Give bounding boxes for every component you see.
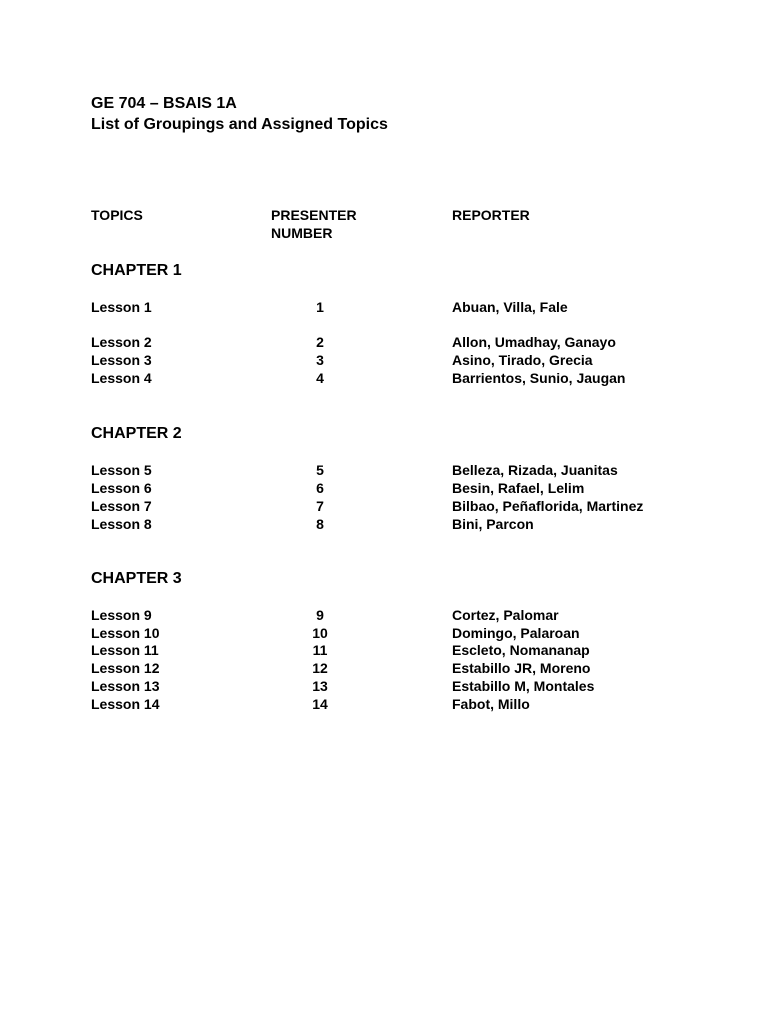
- presenter-number-cell: 7: [316, 498, 324, 514]
- topic-cell: Lesson 1: [91, 299, 152, 315]
- topic-cell: Lesson 10: [91, 625, 160, 641]
- presenter-number-cell: 1: [316, 299, 324, 315]
- chapter-heading: CHAPTER 1: [91, 262, 182, 279]
- reporter-cell: Besin, Rafael, Lelim: [452, 480, 585, 496]
- chapter-heading: CHAPTER 2: [91, 425, 182, 442]
- presenter-number-cell: 8: [316, 516, 324, 532]
- table-row: [0, 695, 768, 713]
- table-row: [0, 298, 768, 316]
- course-title: GE 704 – BSAIS 1A: [91, 95, 237, 112]
- reporter-cell: Domingo, Palaroan: [452, 625, 580, 641]
- header-presenter-line1: PRESENTER: [271, 207, 357, 223]
- table-row: [0, 497, 768, 515]
- header-presenter-line2: NUMBER: [271, 225, 333, 241]
- table-row: [0, 515, 768, 533]
- reporter-cell: Allon, Umadhay, Ganayo: [452, 334, 616, 350]
- presenter-number-cell: 12: [312, 660, 328, 676]
- table-row: [0, 333, 768, 351]
- topic-cell: Lesson 9: [91, 607, 152, 623]
- reporter-cell: Barrientos, Sunio, Jaugan: [452, 370, 626, 386]
- reporter-cell: Estabillo JR, Moreno: [452, 660, 591, 676]
- reporter-cell: Bini, Parcon: [452, 516, 534, 532]
- table-row: [0, 461, 768, 479]
- table-row: [0, 479, 768, 497]
- topic-cell: Lesson 14: [91, 696, 160, 712]
- reporter-cell: Bilbao, Peñaflorida, Martinez: [452, 498, 644, 514]
- reporter-cell: Abuan, Villa, Fale: [452, 299, 568, 315]
- topic-cell: Lesson 4: [91, 370, 152, 386]
- topic-cell: Lesson 5: [91, 462, 152, 478]
- presenter-number-cell: 13: [312, 678, 328, 694]
- reporter-cell: Belleza, Rizada, Juanitas: [452, 462, 618, 478]
- table-row: [0, 624, 768, 642]
- table-row: [0, 351, 768, 369]
- header-topics: TOPICS: [91, 207, 143, 223]
- table-row: [0, 369, 768, 387]
- presenter-number-cell: 5: [316, 462, 324, 478]
- reporter-cell: Asino, Tirado, Grecia: [452, 352, 593, 368]
- topic-cell: Lesson 6: [91, 480, 152, 496]
- presenter-number-cell: 9: [316, 607, 324, 623]
- topic-cell: Lesson 12: [91, 660, 160, 676]
- chapter-heading: CHAPTER 3: [91, 570, 182, 587]
- topic-cell: Lesson 2: [91, 334, 152, 350]
- topic-cell: Lesson 11: [91, 642, 159, 658]
- presenter-number-cell: 14: [312, 696, 328, 712]
- reporter-cell: Estabillo M, Montales: [452, 678, 595, 694]
- topic-cell: Lesson 3: [91, 352, 152, 368]
- presenter-number-cell: 11: [312, 642, 328, 658]
- presenter-number-cell: 10: [312, 625, 328, 641]
- reporter-cell: Escleto, Nomananap: [452, 642, 590, 658]
- table-row: [0, 606, 768, 624]
- topic-cell: Lesson 8: [91, 516, 152, 532]
- topic-cell: Lesson 13: [91, 678, 160, 694]
- reporter-cell: Cortez, Palomar: [452, 607, 559, 623]
- presenter-number-cell: 6: [316, 480, 324, 496]
- reporter-cell: Fabot, Millo: [452, 696, 530, 712]
- presenter-number-cell: 3: [316, 352, 324, 368]
- document-subtitle: List of Groupings and Assigned Topics: [91, 116, 388, 133]
- topic-cell: Lesson 7: [91, 498, 152, 514]
- table-row: [0, 641, 768, 659]
- header-reporter: REPORTER: [452, 207, 530, 223]
- table-row: [0, 659, 768, 677]
- presenter-number-cell: 4: [316, 370, 324, 386]
- presenter-number-cell: 2: [316, 334, 324, 350]
- table-row: [0, 677, 768, 695]
